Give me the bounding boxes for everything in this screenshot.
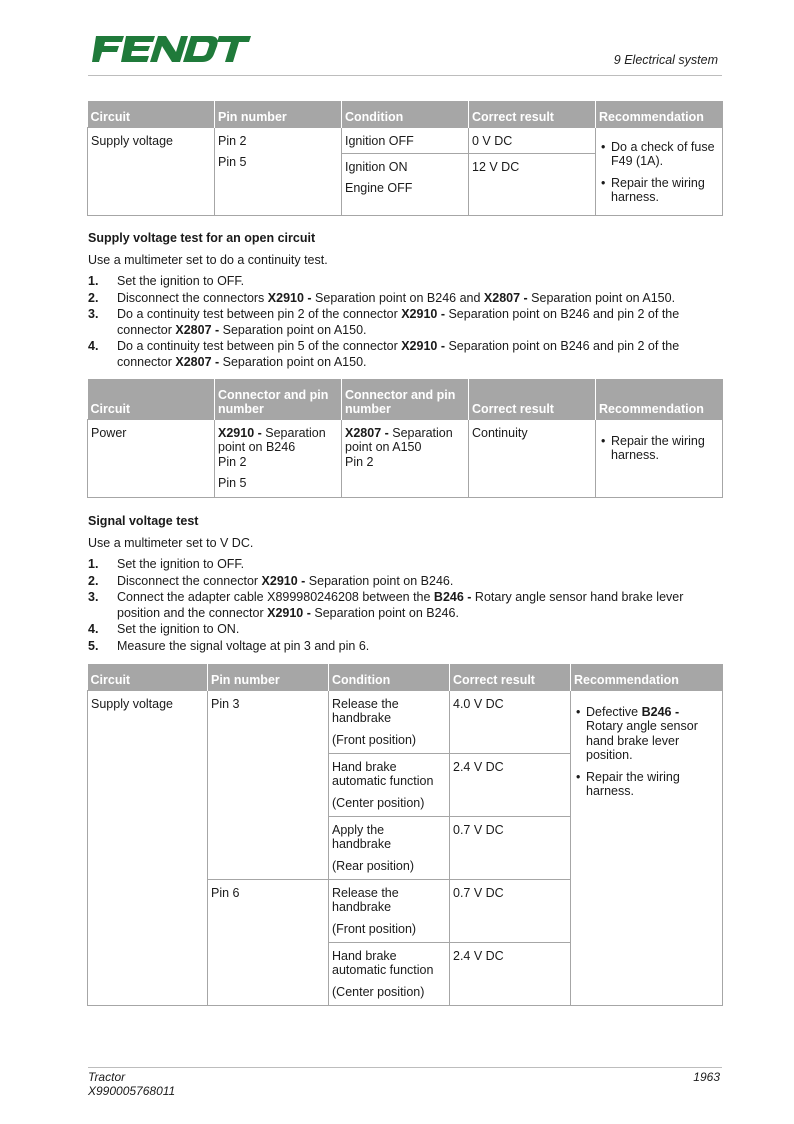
condition-position: (Center position) (332, 795, 425, 810)
result-cell (469, 127, 596, 215)
step-number: 5. (88, 638, 99, 653)
recommendation-cell (571, 690, 723, 1005)
step-text: Set the ignition to OFF. (117, 274, 245, 288)
result-cell: 2.4 V DC (450, 942, 571, 1005)
step-text: Separation point on B246 and pin 2 of the connector (117, 339, 680, 369)
step-text: Separation point on B246 and pin 2 of the connector (117, 307, 680, 337)
recommendation-item: • Do a check of fuse F49 (1A). (599, 140, 719, 169)
open-circuit-test-heading: Supply voltage test for an open circuit (88, 231, 316, 245)
step-item (88, 590, 722, 621)
page-number: 1963 (693, 1070, 720, 1084)
step-item (88, 622, 722, 638)
open-circuit-test-steps (88, 274, 722, 371)
condition-cell (329, 753, 450, 816)
circuit-cell: Power (88, 419, 215, 497)
recommendation-cell (596, 127, 723, 215)
step-text: Measure the signal voltage at pin 3 and pin 6. (117, 638, 370, 653)
supply-voltage-table (87, 101, 723, 216)
connector-id: X2807 - (345, 425, 389, 440)
condition-position: (Center position) (332, 984, 425, 999)
condition-value: Apply the handbrake (332, 822, 392, 851)
footer-product-info (88, 1070, 175, 1098)
condition-position: (Rear position) (332, 858, 414, 873)
step-text: Separation point on B246. (310, 605, 459, 620)
condition-value: Engine OFF (345, 181, 413, 195)
step-number: 2. (88, 573, 99, 588)
step-text: Connect the adapter cable X899980246208 between the (117, 590, 434, 604)
header-connector-pin-1: Connector and pin number (215, 379, 342, 419)
condition-cell (329, 942, 450, 1005)
step-text: Disconnect the connector (117, 573, 262, 588)
pin-cell: Pin 3 (208, 690, 329, 879)
pin-value: Pin 5 (218, 155, 247, 169)
signal-voltage-test-steps (88, 557, 722, 655)
step-item (88, 557, 722, 573)
condition-cell (342, 127, 469, 215)
recommendation-cell (596, 419, 723, 497)
fendt-logo (92, 34, 252, 64)
recommendation-item: • Repair the wiring harness. (599, 434, 719, 463)
step-text: Set the ignition to ON. (117, 622, 240, 636)
step-reference: X2807 - (483, 290, 528, 305)
pin-value: Pin 5 (218, 476, 247, 490)
condition-value: Hand brake automatic function (332, 948, 434, 977)
connector-cell (215, 419, 342, 497)
result-value: 0 V DC (472, 133, 513, 148)
result-cell: 0.7 V DC (450, 816, 571, 879)
footer-doc-number: X990005768011 (88, 1084, 176, 1098)
result-cell: 0.7 V DC (450, 879, 571, 942)
pin-value: Pin 2 (345, 454, 374, 469)
step-text: Do a continuity test between pin 2 of the connector (117, 307, 402, 321)
step-item (88, 574, 722, 590)
connector-desc: Separation point on B246 (218, 425, 326, 454)
header-divider (88, 75, 722, 76)
header-correct-result: Correct result (450, 664, 571, 690)
signal-voltage-test-intro: Use a multimeter set to V DC. (88, 536, 254, 550)
connector-id: X2910 - (218, 425, 262, 440)
condition-position: (Front position) (332, 732, 417, 747)
step-item (88, 274, 722, 290)
header-circuit: Circuit (88, 379, 215, 419)
step-reference: X2910 - (267, 290, 312, 305)
result-value: 12 V DC (472, 159, 520, 174)
condition-value: Release the handbrake (332, 885, 399, 914)
header-recommendation: Recommendation (571, 664, 723, 690)
step-item (88, 307, 722, 338)
step-item (88, 339, 722, 370)
result-cell: 2.4 V DC (450, 753, 571, 816)
result-cell: 4.0 V DC (450, 690, 571, 753)
step-item (88, 291, 722, 307)
section-title: 9 Electrical system (613, 53, 718, 67)
step-reference: X2910 - (401, 339, 445, 353)
condition-cell (329, 690, 450, 753)
step-reference: X2807 - (175, 322, 220, 337)
recommendation-item: • Repair the wiring harness. (599, 176, 719, 205)
header-circuit: Circuit (88, 101, 215, 127)
step-text: Separation point on B246. (305, 573, 454, 588)
condition-value: Hand brake automatic function (332, 759, 434, 788)
footer-product: Tractor (88, 1070, 126, 1084)
signal-voltage-table (87, 664, 723, 1006)
continuity-table (87, 379, 723, 498)
step-number: 3. (88, 307, 99, 321)
circuit-cell: Supply voltage (88, 690, 208, 1005)
condition-value: Release the handbrake (332, 696, 399, 725)
header-condition: Condition (342, 101, 469, 127)
step-text: Separation point on A150. (527, 290, 676, 305)
recommendation-item: • Repair the wiring harness. (574, 770, 719, 799)
footer-divider (88, 1067, 722, 1068)
step-reference: X2910 - (267, 605, 311, 620)
step-item (88, 639, 722, 655)
circuit-cell: Supply voltage (88, 127, 215, 215)
step-number: 2. (88, 290, 99, 305)
signal-voltage-test-heading: Signal voltage test (88, 514, 199, 528)
header-recommendation: Recommendation (596, 101, 723, 127)
condition-value: Ignition OFF (345, 133, 414, 148)
header-pin-number: Pin number (215, 101, 342, 127)
step-number: 1. (88, 274, 99, 288)
condition-cell (329, 879, 450, 942)
step-text: Disconnect the connectors (117, 290, 268, 305)
pin-value: Pin 2 (218, 454, 247, 469)
step-reference: X2910 - (401, 307, 445, 321)
header-circuit: Circuit (88, 664, 208, 690)
result-cell: Continuity (469, 419, 596, 497)
header-correct-result: Correct result (469, 379, 596, 419)
step-number: 1. (88, 557, 99, 571)
step-reference: X2910 - (261, 573, 306, 588)
header-pin-number: Pin number (208, 664, 329, 690)
header-correct-result: Correct result (469, 101, 596, 127)
condition-cell (329, 816, 450, 879)
header-condition: Condition (329, 664, 450, 690)
step-number: 3. (88, 590, 99, 604)
step-reference: B246 - (433, 590, 472, 604)
header-recommendation: Recommendation (596, 379, 723, 419)
pin-cell (215, 127, 342, 215)
pin-value: Pin 2 (218, 133, 247, 148)
condition-value: Ignition ON (345, 159, 408, 174)
step-text: Do a continuity test between pin 5 of the connector (117, 339, 402, 353)
step-reference: X2807 - (175, 354, 220, 369)
step-number: 4. (88, 339, 99, 353)
step-number: 4. (88, 622, 99, 636)
condition-position: (Front position) (332, 921, 417, 936)
step-text: Set the ignition to OFF. (117, 557, 245, 571)
step-text: Separation point on A150. (219, 354, 367, 369)
connector-desc: Separation point on A150 (345, 425, 453, 454)
recommendation-item: • Defective B246 - Rotary angle sensor hand brake lever position. (574, 705, 719, 763)
header-connector-pin-2: Connector and pin number (342, 379, 469, 419)
pin-cell: Pin 6 (208, 879, 329, 1005)
step-text: Rotary angle sensor hand brake lever position and the connector (117, 590, 684, 620)
connector-cell (342, 419, 469, 497)
step-text: Separation point on B246 and (311, 290, 484, 305)
open-circuit-test-intro: Use a multimeter set to do a continuity test. (88, 253, 328, 267)
step-text: Separation point on A150. (219, 322, 367, 337)
